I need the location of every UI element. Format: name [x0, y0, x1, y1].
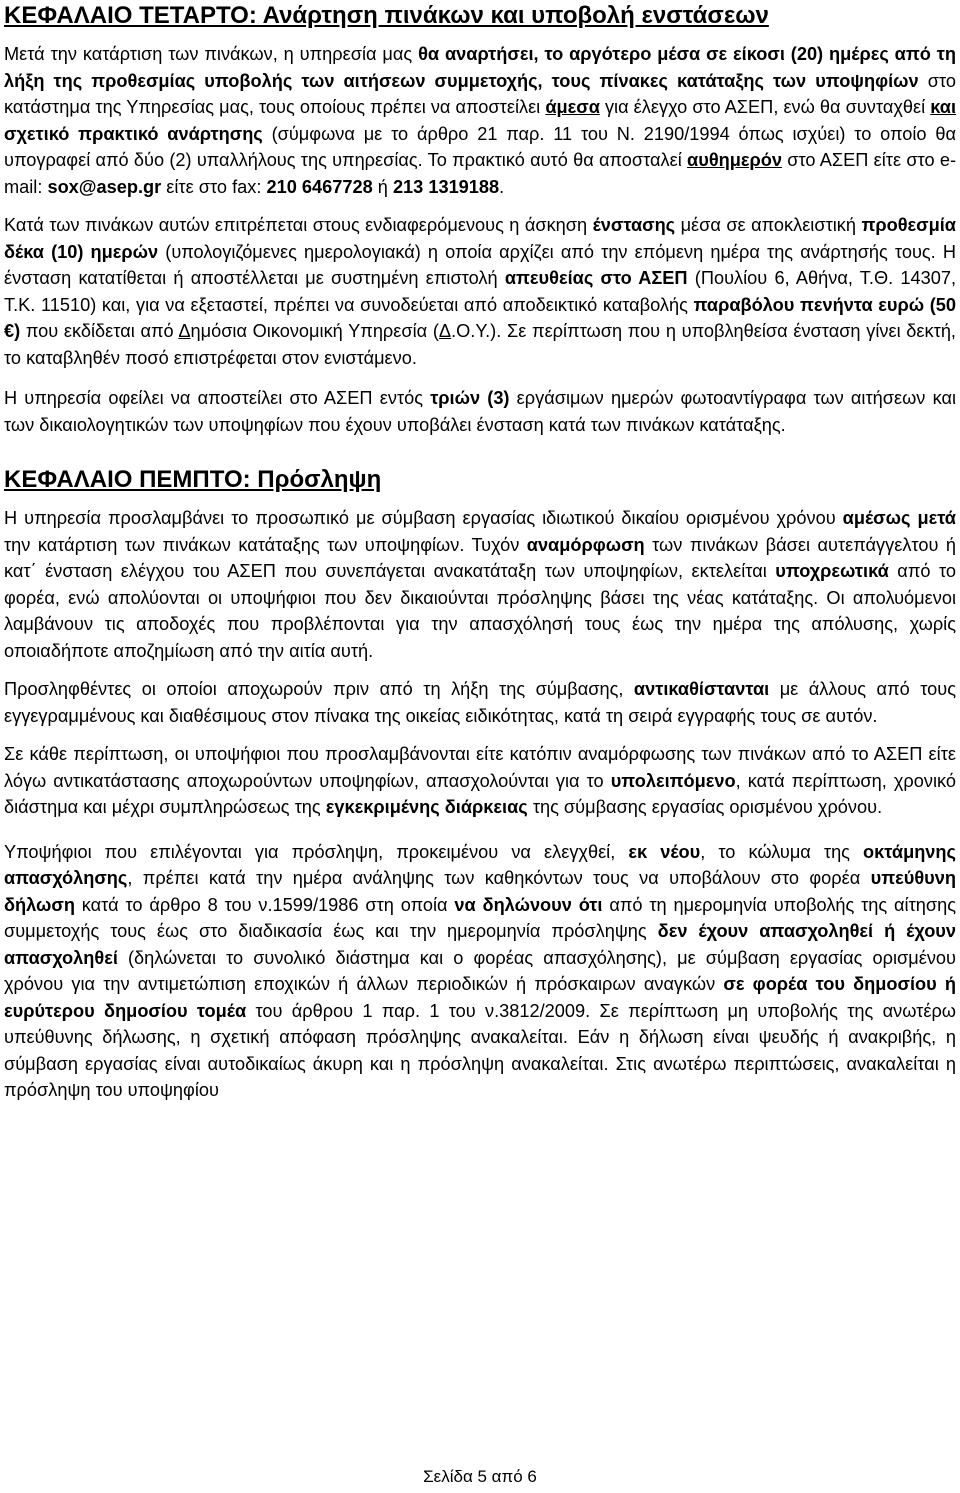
- text-run: .: [499, 176, 505, 197]
- text-run: 213 1319188: [392, 176, 500, 197]
- text-run: αμέσως μετά: [842, 508, 956, 528]
- text-run: (υπολογιζόμενες ημερολογιακά) η οποία αρχίζει από την επόμενη ημέρα της ανάρτησής τους. Η ένσταση κατατίθεται ή αποστέλλεται με συστημένη επιστολή: [4, 241, 956, 288]
- chapter5-paragraph-3: [4, 741, 956, 821]
- text-run: υπεύθυνη δήλωση: [4, 868, 956, 915]
- text-run: της σύμβασης εργασίας ορισμένου χρόνου.: [527, 797, 883, 817]
- text-run: στο ΑΣΕΠ είτε στο e-mail:: [4, 150, 957, 197]
- document-page: [4, 0, 956, 1104]
- text-run: να δηλώνουν ότι: [454, 894, 603, 915]
- chapter4-paragraph-1: [4, 41, 956, 200]
- page-number: Σελίδα 5 από 6: [423, 1467, 537, 1486]
- text-run: από τη ημερομηνία υποβολής της αίτησης συμμετοχής τους έως στο διαδικασία έως και την ημερομηνία πρόσληψης: [4, 894, 956, 941]
- text-run: απευθείας στο ΑΣΕΠ: [504, 268, 688, 288]
- text-run: , το κώλυμα της: [700, 841, 864, 862]
- text-run: sox@asep.gr: [47, 176, 162, 197]
- text-run: του άρθρου 1 παρ. 1 του ν.3812/2009. Σε περίπτωση μη υποβολής της ανωτέρω υπεύθυνης δήλωσης, η σχετική απόφαση πρόσληψης ανακαλείται. Εάν η δήλωση είναι ψευδής ή ανακριβής, η σύμβαση εργασίας είναι αυτοδικαίως άκυρη και η πρόσληψη ανακαλείται. Στις ανωτέρω περιπτώσεις, ανακαλείται η πρόσληψη του υποψηφίου: [4, 1000, 956, 1100]
- text-run: εργάσιμων ημερών φωτοαντίγραφα των αιτήσεων και των δικαιολογητικών των υποψηφίων που έχουν υποβάλει ένσταση κατά των πινάκων κατάταξης.: [4, 388, 957, 435]
- text-run: Προσληφθέντες οι οποίοι αποχωρούν πριν από τη λήξη της σύμβασης,: [4, 679, 634, 699]
- chapter4-title: ΚΕΦΑΛΑΙΟ ΤΕΤΑΡΤΟ: Ανάρτηση πινάκων και υποβολή ενστάσεων: [4, 2, 769, 29]
- text-run: των πινάκων βάσει αυτεπάγγελτου ή κατ΄ ένσταση ελέγχου του ΑΣΕΠ που συνεπάγεται ανακατάταξη των υποψηφίων, εκτελείται: [4, 534, 956, 581]
- text-run: (δηλώνεται το συνολικό διάστημα και ο φορέας απασχόλησης), με σύμβαση εργασίας ορισμένου χρόνου για την αντιμετώπιση εποχικών ή άλλων περιοδικών ή πρόσκαιρων αναγκών: [4, 947, 956, 994]
- text-run: δεν έχουν απασχοληθεί ή έχουν απασχοληθεί: [4, 921, 956, 968]
- text-run: υπολειπόμενο: [610, 770, 736, 791]
- text-run: τριών (3): [430, 388, 510, 408]
- text-run: Υποψήφιοι που επιλέγονται για πρόσληψη, προκειμένου να ελεγχθεί,: [4, 841, 629, 862]
- text-run: (Πουλίου 6, Αθήνα, Τ.Θ. 14307, Τ.Κ. 11510) και, για να εξεταστεί, πρέπει να συνοδεύεται από αποδεικτικό καταβολής: [4, 268, 957, 315]
- text-run: εκ νέου: [628, 841, 701, 862]
- text-run: θα αναρτήσει, το αργότερο μέσα σε είκοσι (20) ημέρες από τη λήξη της προθεσμίας υποβολής των αιτήσεων συμμετοχής, τους πίνακες κατάταξης των υποψηφίων: [4, 44, 957, 91]
- text-run: Μετά την κατάρτιση των πινάκων, η υπηρεσία μας: [4, 44, 419, 64]
- text-run: Δ: [178, 321, 191, 341]
- text-run: Η υπηρεσία προσλαμβάνει το προσωπικό με σύμβαση εργασίας ιδιωτικού δικαίου ορισμένου χρόνου: [4, 508, 843, 528]
- text-run: Σε κάθε περίπτωση, οι υποψήφιοι που προσλαμβάνονται είτε κατόπιν αναμόρφωσης των πινάκων από το ΑΣΕΠ είτε λόγω αντικατάστασης αποχωρούντων υποψηφίων, απασχολούνται για το: [4, 744, 956, 791]
- text-run: κατά το άρθρο 8 του ν.1599/1986 στη οποία: [74, 894, 455, 915]
- text-run: προθεσμία δέκα (10) ημερών: [4, 215, 956, 262]
- text-run: Δ: [438, 321, 452, 341]
- text-run: με άλλους από τους εγγεγραμμένους και διαθέσιμους στον πίνακα της οικείας ειδικότητας, κατά τη σειρά εγγραφής τους σε αυτόν.: [4, 679, 956, 726]
- text-run: ένστασης: [592, 215, 676, 235]
- text-run: ή: [372, 176, 393, 197]
- text-run: μέσα σε αποκλειστική: [675, 215, 862, 235]
- chapter5-paragraph-1: [4, 505, 956, 664]
- text-run: από το φορέα, ενώ απολύονται οι υποψήφιοι που δεν δικαιούνται πρόσληψης βάσει της νέας κατάταξης. Οι απολυόμενοι λαμβάνουν τις αποδοχές που προβλέπονται για την απασχόλησή τους έως την ημέρα της απόλυσης, χωρίς οποιαδήποτε αποζημίωση από την αιτία αυτή.: [4, 561, 957, 661]
- text-run: αντικαθίστανται: [633, 679, 770, 699]
- text-run: και: [930, 97, 957, 117]
- chapter5-title: ΚΕΦΑΛΑΙΟ ΠΕΜΠΤΟ: Πρόσληψη: [4, 466, 382, 493]
- chapter5-paragraph-4: [4, 839, 956, 1104]
- text-run: που εκδίδεται από: [20, 321, 179, 341]
- text-run: οκτάμηνης απασχόλησης: [4, 841, 956, 888]
- chapter5-paragraph-2: [4, 676, 956, 729]
- chapter4-paragraph-3: [4, 385, 956, 438]
- text-run: .Ο.Υ.). Σε περίπτωση που η υποβληθείσα ένσταση γίνει δεκτή, το καταβληθέν ποσό επιστρέφεται στον ενιστάμενο.: [4, 321, 956, 368]
- text-run: , κατά περίπτωση, χρονικό διάστημα και μέχρι συμπληρώσεως της: [4, 770, 956, 817]
- text-run: εγκεκριμένης διάρκειας: [325, 797, 528, 817]
- text-run: (σύμφωνα με το άρθρο 21 παρ. 11 του Ν. 2190/1994 όπως ισχύει) το οποίο θα υπογραφεί από δύο (2) υπαλλήλους της υπηρεσίας. Το πρακτικό αυτό θα αποσταλεί: [4, 123, 956, 170]
- text-run: για έλεγχο στο ΑΣΕΠ, ενώ θα συνταχθεί: [599, 97, 931, 117]
- text-run: Η υπηρεσία οφείλει να αποστείλει στο ΑΣΕΠ εντός: [4, 388, 431, 408]
- text-run: είτε στο fax:: [161, 176, 267, 197]
- text-run: σε φορέα του δημοσίου ή ευρύτερου δημοσίου τομέα: [4, 974, 956, 1021]
- text-run: στο κατάστημα της Υπηρεσίας μας, τους οποίους πρέπει να αποστείλει: [4, 70, 956, 117]
- text-run: υποχρεωτικά: [775, 561, 889, 581]
- chapter4-paragraph-2: [4, 212, 956, 371]
- text-run: , πρέπει κατά την ημέρα ανάληψης των καθηκόντων τους να υποβάλουν στο φορέα: [127, 868, 871, 888]
- text-run: την κατάρτιση των πινάκων κατάταξης των υποψηφίων. Τυχόν: [4, 534, 527, 555]
- text-run: αναμόρφωση: [526, 534, 645, 555]
- text-run: σχετικό πρακτικό ανάρτησης: [4, 123, 263, 144]
- text-run: αυθημερόν: [687, 150, 782, 170]
- text-run: παραβόλου πενήντα ευρώ (50 €): [4, 294, 957, 341]
- text-run: Κατά των πινάκων αυτών επιτρέπεται στους ενδιαφερόμενους η άσκηση: [4, 215, 593, 235]
- text-run: 210 6467728: [266, 176, 373, 197]
- text-run: άμεσα: [545, 97, 600, 117]
- text-run: ημόσια Οικονομική Υπηρεσία (: [190, 321, 439, 341]
